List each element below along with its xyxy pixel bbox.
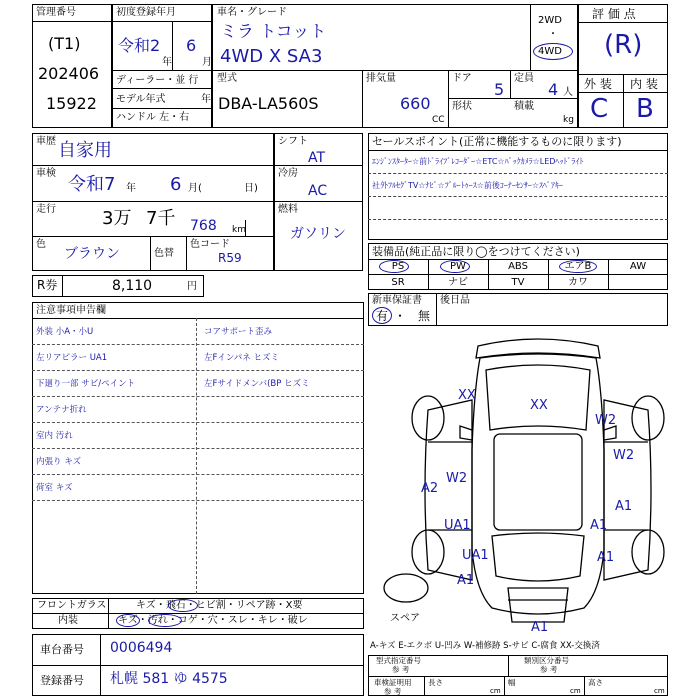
ac-label: 冷房: [278, 168, 298, 179]
load-label: 積載: [514, 101, 534, 112]
drive-4wd: 4WD: [538, 46, 562, 57]
interior-dirt-circle: [148, 614, 182, 627]
legend-text: A-キズ E-エクボ U-凹み W-補修跡 S-サビ C-腐食 XX-交換済: [370, 641, 600, 651]
note-left: 内張り キズ: [36, 457, 82, 467]
drive-dot: ・: [548, 29, 558, 40]
notes-row-line: [32, 474, 364, 475]
mgmt-num2: 15922: [46, 94, 97, 113]
equip-airbag: エアB: [564, 261, 592, 272]
firstreg-label: 初度登録年月: [116, 7, 176, 18]
exterior-label: 外 装: [584, 77, 612, 91]
recycle-unit: 円: [187, 281, 197, 292]
equip-aw: AW: [629, 261, 647, 272]
mileage-label: 走行: [36, 204, 56, 215]
interior-check-label: 内装: [58, 615, 78, 626]
car-diagram: [368, 330, 668, 636]
note-left: 荷室 キズ: [36, 483, 73, 493]
length-label: 長さ: [428, 678, 443, 687]
inspection-era: 令和7: [68, 174, 116, 195]
warranty-label: 新車保証書: [372, 295, 422, 306]
notes-row-line: [32, 448, 364, 449]
damage-front-left-fender: XX: [458, 388, 476, 403]
ac-value: AC: [308, 183, 328, 199]
inspection-label: 車検: [36, 168, 56, 179]
dealer-label: ディーラー・並 行: [116, 75, 199, 86]
interior-scratch-circle: [116, 614, 140, 627]
notes-row-line: [32, 422, 364, 423]
mgmt-num1: 202406: [38, 64, 100, 83]
spare-tire: [384, 574, 428, 602]
firstreg-month: 6: [186, 36, 197, 55]
note-left: 下廻り一部 サビ/ペイント: [36, 379, 136, 389]
interior-value: B: [636, 94, 654, 124]
front-glass-label: フロントガラス: [37, 600, 107, 611]
sales-line2: 社外ﾌﾙｾｸﾞTV☆ﾅﾋﾞ☆ﾌﾞﾙｰﾄｩｰｽ☆前後ｺｰﾅｰｾﾝｻｰ☆ｽﾍﾟｱｷｰ: [372, 181, 564, 190]
history-value: 自家用: [58, 140, 112, 161]
drive-2wd: 2WD: [538, 15, 562, 26]
type-cert-label: 型式指定番号: [376, 656, 421, 665]
body-outline: [472, 354, 604, 614]
notes-row-line: [32, 396, 364, 397]
damage-right-front-fender: W2: [595, 413, 617, 428]
modelyear-label: モデル年式: [116, 94, 166, 105]
damage-left-sill: A2: [421, 481, 439, 496]
damage-right-rear-pillar: A1: [590, 518, 608, 533]
shape-label: 形状: [452, 101, 472, 112]
equip-ps: PS: [391, 261, 405, 272]
displacement-label: 排気量: [366, 73, 396, 84]
interior-items: キズ・汚れ・コゲ・穴・スレ・キレ・破レ: [118, 615, 308, 626]
year-char: 年: [162, 57, 172, 68]
shift-value: AT: [308, 150, 326, 166]
history-label: 車歴: [36, 136, 56, 147]
displacement-value: 660: [400, 94, 431, 113]
color-code-value: R59: [218, 251, 242, 265]
sales-line1: ｴﾝｼﾞﾝｽﾀｰﾀｰ☆前ﾄﾞﾗｲﾌﾞﾚｺｰﾀﾞｰ☆ETC☆ﾊﾞｯｸｶﾒﾗ☆LEDﾍｯﾄﾞﾗｲﾄ: [372, 157, 584, 166]
note-left: 室内 汚れ: [36, 431, 73, 441]
type-value: DBA-LA560S: [218, 94, 319, 113]
front-glass-items: キズ・飛石・ヒビ割・リペア跡・X要: [136, 600, 303, 611]
notes-row-line: [32, 344, 364, 345]
notes-row-line: [32, 500, 364, 501]
warranty-yes: 有: [376, 309, 389, 323]
type-label: 型式: [217, 73, 237, 84]
capacity-label: 定員: [514, 73, 534, 84]
damage-left-rear-pillar: UA1: [444, 518, 471, 533]
equip-navi: ナビ: [448, 277, 468, 288]
aftercheck-label: 後日品: [440, 295, 470, 306]
note-left: 左リアピラー UA1: [36, 353, 108, 363]
equip-leather: カワ: [568, 277, 588, 288]
damage-hood: XX: [530, 398, 548, 413]
reg-value: 札幌 581 ゆ 4575: [110, 671, 228, 687]
damage-right-door: W2: [613, 448, 635, 463]
mileage-sen: 7千: [146, 208, 176, 229]
displacement-unit: CC: [432, 115, 445, 125]
width-label: 幅: [508, 678, 516, 687]
note-left: 外装 小A・小U: [36, 327, 94, 337]
rear-trunk: [508, 588, 568, 622]
grade-label: 評 価 点: [592, 7, 636, 21]
color-label: 色: [36, 239, 46, 250]
mgmt-label: 管理番号: [36, 7, 76, 18]
door-value: 5: [494, 80, 505, 99]
inspection-month: 6: [170, 174, 182, 195]
interior-label: 内 装: [630, 77, 658, 91]
damage-left-rear: A1: [457, 573, 475, 588]
handle-label: ハンドル 左・右: [116, 112, 190, 123]
month-char: 月: [202, 57, 212, 68]
carname-line1: ミラ トコット: [220, 22, 327, 42]
sales-label: セールスポイント(正常に機能するものに限ります): [372, 135, 622, 148]
chassis-label: 車台番号: [40, 643, 84, 656]
shift-label: シフト: [278, 136, 308, 147]
exterior-value: C: [590, 94, 609, 124]
mileage-unit: km: [232, 225, 246, 235]
chassis-value: 0006494: [110, 640, 173, 656]
front-bumper: [476, 339, 600, 358]
note-left: アンテナ折れ: [36, 405, 87, 415]
note-right: コアサポート歪み: [204, 327, 273, 337]
equip-sr: SR: [391, 277, 405, 288]
grade-value: (R): [604, 30, 643, 60]
door-label: ドア: [452, 73, 472, 84]
notes-row-line: [32, 370, 364, 371]
category-label: 類別区分番号: [524, 656, 569, 665]
damage-right-quarter: A1: [597, 550, 615, 565]
reg-label: 登録番号: [40, 674, 84, 687]
recycle-label: R券: [37, 278, 58, 292]
mileage-man: 3万: [102, 208, 132, 229]
damage-left-quarter: UA1: [462, 548, 489, 563]
damage-rear-bumper: A1: [531, 620, 549, 635]
equip-pw: PW: [450, 261, 466, 272]
firstreg-era: 令和2: [118, 36, 161, 55]
load-unit: kg: [563, 115, 574, 125]
carname-label: 車名・グレード: [217, 7, 287, 18]
color-value: ブラウン: [64, 246, 120, 262]
mileage-rest: 768: [190, 218, 217, 234]
glass-chip-circle: [168, 599, 198, 612]
spare-label: スペア: [390, 613, 420, 624]
carname-line2: 4WD X SA3: [220, 46, 323, 67]
fuel-label: 燃料: [278, 204, 298, 215]
recycle-value: 8,110: [112, 278, 153, 294]
note-right: 左Fインパネ ヒズミ: [204, 353, 279, 363]
note-right: 左Fサイドメンバ(BP ヒズミ: [204, 379, 310, 389]
equipment-label: 装備品(純正品に限り◯をつけてください): [372, 245, 580, 258]
color-change-label: 色替: [154, 248, 174, 259]
mgmt-code: (T1): [48, 34, 81, 53]
color-code-label: 色コード: [190, 239, 230, 250]
damage-left-door: W2: [446, 471, 468, 486]
equip-tv: TV: [511, 277, 525, 288]
damage-right-rear-door: A1: [615, 499, 633, 514]
capacity-unit: 人: [563, 87, 573, 98]
cert-label: 車検証明用: [374, 678, 412, 687]
height-label: 高さ: [588, 678, 603, 687]
warranty-no: 無: [418, 309, 431, 323]
notes-label: 注意事項申告欄: [36, 305, 106, 316]
fuel-value: ガソリン: [290, 226, 346, 242]
capacity-value: 4: [548, 80, 559, 99]
equip-abs: ABS: [508, 261, 528, 272]
